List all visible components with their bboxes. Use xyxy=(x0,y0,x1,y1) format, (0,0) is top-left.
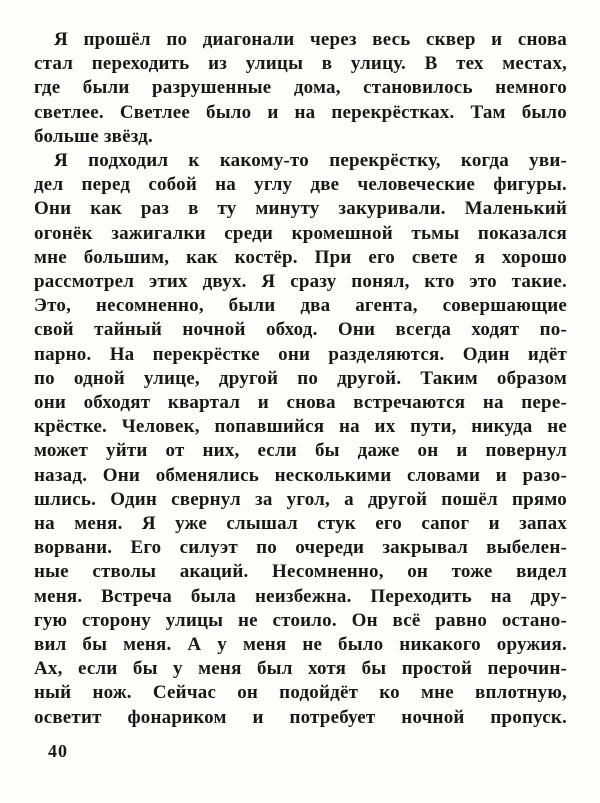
text-line: Я прошёл по диагонали через весь сквер и снова xyxy=(54,29,567,50)
text-line: ворвани. Его силуэт по очереди закрывал выбелен- xyxy=(34,537,567,559)
text-line: гую сторону улицы не стоило. Он всё равно остано- xyxy=(34,609,567,631)
text-line: свой тайный ночной обход. Они всегда ходят по- xyxy=(34,319,567,341)
text-line: крёстке. Человек, попавшийся на их пути, никуда не xyxy=(34,416,567,438)
text-line: мне большим, как костёр. При его свете я хорошо xyxy=(34,246,567,268)
text-line: где были разрушенные дома, становилось немного xyxy=(34,77,567,99)
text-line: рассмотрел этих двух. Я сразу понял, кто это такие. xyxy=(34,271,567,293)
page-text xyxy=(34,28,567,730)
text-line: Ах, если бы у меня был хотя бы простой перочин- xyxy=(34,658,567,680)
text-line: шлись. Один свернул за угол, а другой пошёл прямо xyxy=(34,488,567,510)
page-number: 40 xyxy=(48,741,68,761)
text-line: меня. Встреча была неизбежна. Переходить на дру- xyxy=(34,585,567,607)
text-line: назад. Они обменялись несколькими словами и разо- xyxy=(34,464,567,486)
text-line: дел перед собой на углу две человеческие фигуры. xyxy=(34,174,567,196)
text-line: ные стволы акаций. Несомненно, он тоже видел xyxy=(34,561,567,583)
text-line: стал переходить из улицы в улицу. В тех местах, xyxy=(34,53,567,75)
text-line: Я подходил к какому-то перекрёстку, когда уви- xyxy=(54,150,567,172)
text-line: огонёк зажигалки среди кромешной тьмы показался xyxy=(34,222,567,244)
text-line: парно. На перекрёстке они разделяются. Один идёт xyxy=(34,343,567,365)
text-line: светлее. Светлее было и на перекрёстках. Там было xyxy=(34,101,567,123)
text-line: ный нож. Сейчас он подойдёт ко мне вплотную, xyxy=(34,682,567,704)
text-line: Это, несомненно, были два агента, совершающие xyxy=(34,295,567,317)
text-line: больше звёзд. xyxy=(34,125,154,147)
text-line: может уйти от них, если бы даже он и повернул xyxy=(34,440,567,462)
text-line: они обходят квартал и снова встречаются на пере- xyxy=(34,392,567,414)
text-line: осветит фонариком и потребует ночной пропуск. xyxy=(34,706,567,728)
text-line: вил бы меня. А у меня не было никакого оружия. xyxy=(34,634,567,656)
text-line: Они как раз в ту минуту закуривали. Маленький xyxy=(34,198,567,220)
text-line: на меня. Я уже слышал стук его сапог и запах xyxy=(34,513,567,535)
text-line: по одной улице, другой по другой. Таким образом xyxy=(34,367,567,389)
